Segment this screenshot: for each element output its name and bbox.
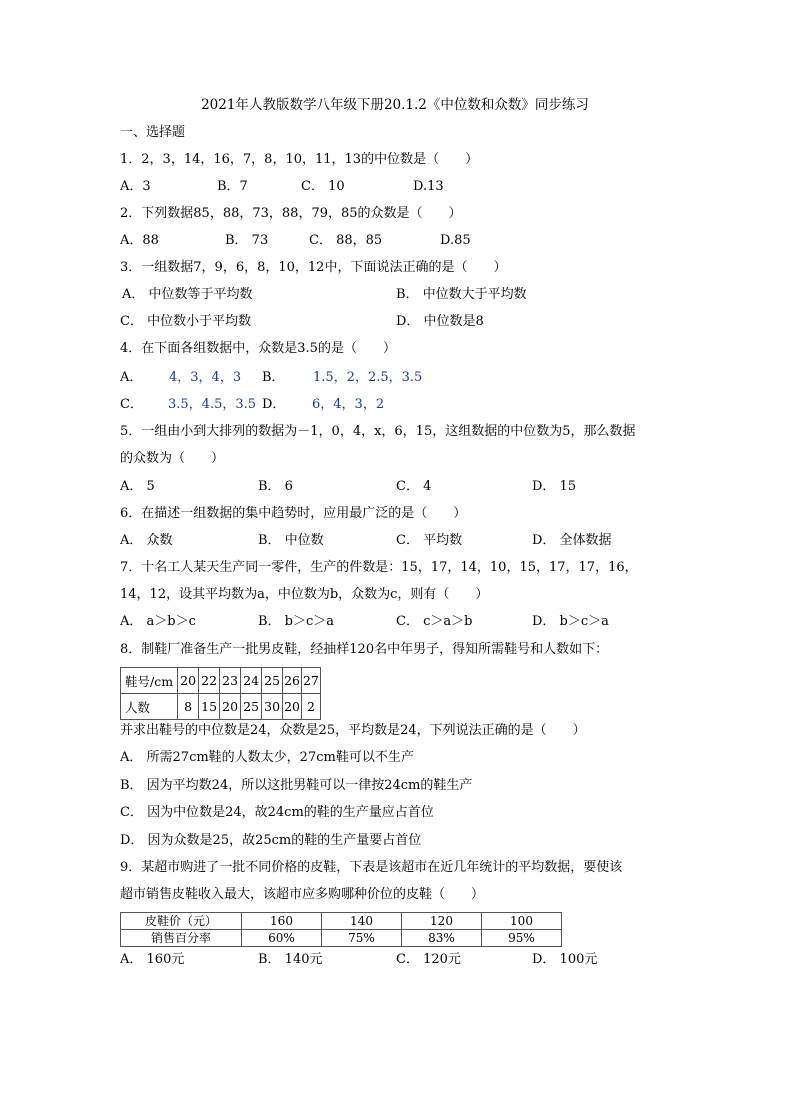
table-row-label: 鞋号/cm <box>121 668 178 694</box>
table-cell: 120 <box>402 913 482 930</box>
q8-follow-text: 并求出鞋号的中位数是24，众数是25，平均数是24，下列说法正确的是（ ） <box>120 723 586 738</box>
q5-stem-line1: 5．一组由小到大排列的数据为－1，0，4，x，6，15，这组数据的中位数为5，那么数据 <box>120 424 636 439</box>
q9-option-b: B． 140元 <box>258 952 323 967</box>
table-cell: 15 <box>199 694 220 720</box>
shoe-size-table <box>120 667 321 720</box>
q1-option-c: C． 10 <box>301 179 345 194</box>
q4-option-c-value: 3.5，4.5，3.5 <box>168 397 257 412</box>
q4-option-d-label: D． <box>262 397 286 412</box>
table-cell: 2 <box>301 694 320 720</box>
table-cell: 75% <box>322 930 402 947</box>
table-cell: 8 <box>178 694 199 720</box>
q4-option-c-label: C． <box>120 397 143 412</box>
q6-option-a: A． 众数 <box>120 533 173 548</box>
table-cell: 26 <box>283 668 302 694</box>
q2-stem: 2．下列数据85，88，73，88，79，85的众数是（ ） <box>120 206 462 221</box>
q7-option-c: C． c＞a＞b <box>396 614 473 629</box>
table-row <box>121 668 321 694</box>
q8-option-c: C． 因为中位数是24，故24cm的鞋的生产量应占首位 <box>120 805 434 820</box>
q1-option-b: B．7 <box>217 179 248 194</box>
shoe-price-table <box>120 912 562 947</box>
table-cell: 140 <box>322 913 402 930</box>
q9-stem-line2: 超市销售皮鞋收入最大，该超市应多购哪种价位的皮鞋（ ） <box>120 887 485 902</box>
q5-option-d: D． 15 <box>532 479 577 494</box>
q5-option-c: C． 4 <box>396 479 432 494</box>
table-cell: 95% <box>482 930 562 947</box>
table-cell: 30 <box>262 694 283 720</box>
q7-stem-line1: 7．十名工人某天生产同一零件，生产的件数是：15，17，14，10，15，17，17，16， <box>120 560 638 575</box>
table-row-label: 销售百分率 <box>121 930 242 947</box>
q7-option-a: A． a＞b＞c <box>120 614 196 629</box>
q2-option-a: A．88 <box>120 233 159 248</box>
q8-option-d: D． 因为众数是25，故25cm的鞋的生产量要占首位 <box>120 833 422 848</box>
table-cell: 25 <box>241 694 262 720</box>
q6-option-c: C． 平均数 <box>396 533 463 548</box>
q1-option-a: A．3 <box>120 179 151 194</box>
table-cell: 100 <box>482 913 562 930</box>
q2-option-b: B． 73 <box>225 233 269 248</box>
table-cell: 83% <box>402 930 482 947</box>
q7-option-d: D． b＞c＞a <box>532 614 609 629</box>
table-row-label: 人数 <box>121 694 178 720</box>
table-cell: 23 <box>220 668 241 694</box>
q4-stem: 4．在下面各组数据中，众数是3.5的是（ ） <box>120 341 396 356</box>
q6-option-d: D． 全体数据 <box>532 533 612 548</box>
table-row <box>121 913 562 930</box>
q3-option-a: A． 中位数等于平均数 <box>122 287 253 302</box>
q9-stem-line1: 9．某超市购进了一批不同价格的皮鞋，下表是该超市在近几年统计的平均数据，要使该 <box>120 860 623 875</box>
table-row-label: 皮鞋价（元） <box>121 913 242 930</box>
q3-stem: 3．一组数据7，9，6，8，10，12中，下面说法正确的是（ ） <box>120 260 507 275</box>
q5-option-a: A． 5 <box>120 479 155 494</box>
q4-option-b-label: B． <box>262 370 285 385</box>
q1-stem: 1．2，3，14，16，7，8，10，11，13的中位数是（ ） <box>120 152 479 167</box>
table-cell: 24 <box>241 668 262 694</box>
q4-option-d-value: 6，4，3，2 <box>312 397 385 412</box>
q6-stem: 6．在描述一组数据的集中趋势时，应用最广泛的是（ ） <box>120 506 467 521</box>
q2-option-c: C． 88，85 <box>309 233 383 248</box>
q9-option-a: A． 160元 <box>120 952 185 967</box>
q6-option-b: B． 中位数 <box>258 533 324 548</box>
q3-option-b: B． 中位数大于平均数 <box>396 287 527 302</box>
q1-option-d: D.13 <box>413 179 444 194</box>
q7-option-b: B． b＞c＞a <box>258 614 335 629</box>
q3-option-c: C． 中位数小于平均数 <box>120 314 252 329</box>
table-row <box>121 694 321 720</box>
q8-option-b: B． 因为平均数24，所以这批男鞋可以一律按24cm的鞋生产 <box>120 778 473 793</box>
q4-option-a-value: 4，3，4，3 <box>169 370 242 385</box>
q7-stem-line2: 14，12，设其平均数为a，中位数为b，众数为c，则有（ ） <box>120 587 489 602</box>
q5-stem-line2: 的众数为（ ） <box>120 451 225 466</box>
table-cell: 27 <box>301 668 320 694</box>
q8-stem: 8．制鞋厂准备生产一批男皮鞋，经抽样120名中年男子，得知所需鞋号和人数如下： <box>120 642 609 657</box>
q4-option-a-label: A． <box>120 370 143 385</box>
section-heading: 一、选择题 <box>120 125 186 140</box>
q9-option-c: C． 120元 <box>396 952 461 967</box>
document-title: 2021年人教版数学八年级下册20.1.2《中位数和众数》同步练习 <box>201 97 589 113</box>
table-cell: 60% <box>242 930 322 947</box>
q8-option-a: A． 所需27cm鞋的人数太少，27cm鞋可以不生产 <box>120 750 414 765</box>
q3-option-d: D． 中位数是8 <box>396 314 484 329</box>
q5-option-b: B． 6 <box>258 479 293 494</box>
table-cell: 22 <box>199 668 220 694</box>
table-cell: 20 <box>283 694 302 720</box>
table-cell: 20 <box>220 694 241 720</box>
table-cell: 25 <box>262 668 283 694</box>
table-row <box>121 930 562 947</box>
q2-option-d: D.85 <box>440 233 471 248</box>
table-cell: 20 <box>178 668 199 694</box>
q9-option-d: D． 100元 <box>532 952 598 967</box>
table-cell: 160 <box>242 913 322 930</box>
q4-option-b-value: 1.5，2，2.5，3.5 <box>313 370 423 385</box>
